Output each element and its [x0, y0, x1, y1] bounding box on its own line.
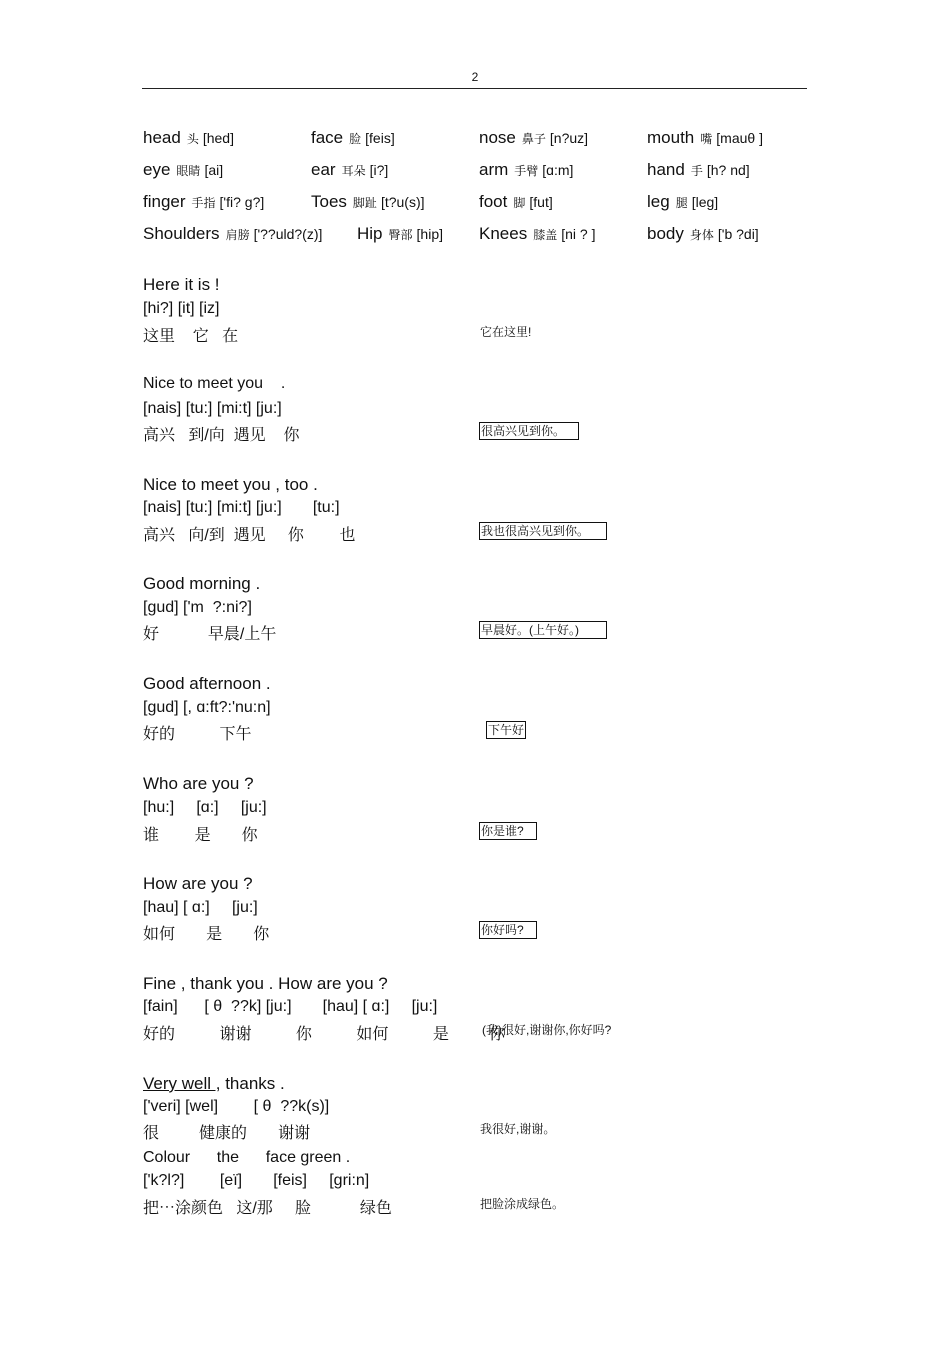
phrase-english: Very well , thanks . — [143, 1074, 285, 1093]
vocab-item: nose 鼻子 [n?uz] — [479, 128, 589, 147]
phrase-translation: 我也很高兴见到你。 — [479, 522, 607, 540]
phrase-phonetic: [ɡud] [, ɑ:ft?:'nu:n] — [143, 699, 271, 716]
phrase-translation: (我)很好,谢谢你,你好吗? — [482, 1023, 612, 1037]
vocab-item: finger 手指 ['fi? ɡ?] — [143, 192, 265, 211]
vocab-item: hand 手 [h? nd] — [647, 160, 750, 179]
phrase-translation: 你好吗? — [479, 921, 537, 939]
phrase-english: Nice to meet you , too . — [143, 475, 318, 494]
phrase-english: Nice to meet you . — [143, 375, 286, 392]
phrase-english: Who are you ? — [143, 774, 254, 793]
phrase-gloss: 如何 是 你 — [143, 926, 270, 943]
phrase-english: How are you ? — [143, 874, 253, 893]
phrase-phonetic: [hu:] [ɑ:] [ju:] — [143, 799, 267, 816]
vocab-item: ear 耳朵 [i?] — [311, 160, 389, 179]
phrase-gloss: 好的 谢谢 你 如何 是 你 — [143, 1026, 505, 1043]
phrase-gloss: 高兴 向/到 遇见 你 也 — [143, 527, 356, 544]
phrase-english: Good morning . — [143, 574, 261, 593]
page-number: 2 — [471, 70, 479, 84]
vocab-item: eye 眼睛 [ai] — [143, 160, 224, 179]
phrase-gloss: 这里 它 在 — [143, 328, 239, 345]
vocab-item: mouth 嘴 [mauθ ] — [647, 128, 763, 147]
phrase-english: Colour the face green . — [143, 1149, 351, 1166]
phrase-gloss: 很 健康的 谢谢 — [143, 1125, 311, 1142]
phrase-translation: 它在这里! — [480, 325, 532, 339]
vocab-item: face 脸 [feis] — [311, 128, 395, 147]
phrase-translation: 下午好 — [488, 723, 525, 737]
phrase-phonetic: [fain] [ θ ??k] [ju:] [hau] [ ɑ:] [ju:] — [143, 998, 438, 1015]
phrase-gloss: 把⋯涂颜色 这/那 脸 绿色 — [143, 1200, 392, 1217]
phrase-english: Here it is ! — [143, 275, 220, 294]
phrase-translation: 你是谁? — [479, 822, 537, 840]
vocab-item: Hip 臀部 [hip] — [357, 224, 443, 243]
phrase-translation: 我很好,谢谢。 — [480, 1122, 556, 1136]
vocab-item: Toes 脚趾 [t?u(s)] — [311, 192, 425, 211]
phrase-gloss: 高兴 到/向 遇见 你 — [143, 427, 300, 444]
vocab-item: foot 脚 [fut] — [479, 192, 553, 211]
vocab-item: Knees 膝盖 [ni ? ] — [479, 224, 596, 243]
vocab-item: head 头 [hed] — [143, 128, 234, 147]
phrase-gloss: 好的 下午 — [143, 726, 252, 743]
phrase-phonetic: [nais] [tu:] [mi:t] [ju:] [tu:] — [143, 499, 340, 516]
vocab-item: Shoulders 肩膀 ['??uld?(z)] — [143, 224, 323, 243]
vocab-item: arm 手臂 [ɑ:m] — [479, 160, 574, 179]
phrase-translation: 早晨好。(上午好。) — [479, 621, 607, 639]
phrase-phonetic: ['veri] [wel] [ θ ??k(s)] — [143, 1098, 330, 1115]
phrase-phonetic: ['k?l?] [eï] [feis] [ɡri:n] — [143, 1172, 370, 1189]
phrase-english: Fine , thank you . How are you ? — [143, 974, 388, 993]
header-rule — [142, 88, 807, 89]
vocab-item: body 身体 ['b ?di] — [647, 224, 759, 243]
phrase-phonetic: [nais] [tu:] [mi:t] [ju:] — [143, 400, 282, 417]
phrase-gloss: 好 早晨/上午 — [143, 626, 277, 643]
phrase-translation: 把脸涂成绿色。 — [480, 1197, 565, 1211]
phrase-gloss: 谁 是 你 — [143, 827, 258, 844]
phrase-translation: 很高兴见到你。 — [479, 422, 579, 440]
vocab-item: leg 腿 [leɡ] — [647, 192, 719, 211]
phrase-phonetic: [hau] [ ɑ:] [ju:] — [143, 899, 258, 916]
phrase-phonetic: [hi?] [it] [iz] — [143, 300, 220, 317]
phrase-english: Good afternoon . — [143, 674, 271, 693]
phrase-phonetic: [ɡud] ['m ?:ni?] — [143, 599, 252, 616]
